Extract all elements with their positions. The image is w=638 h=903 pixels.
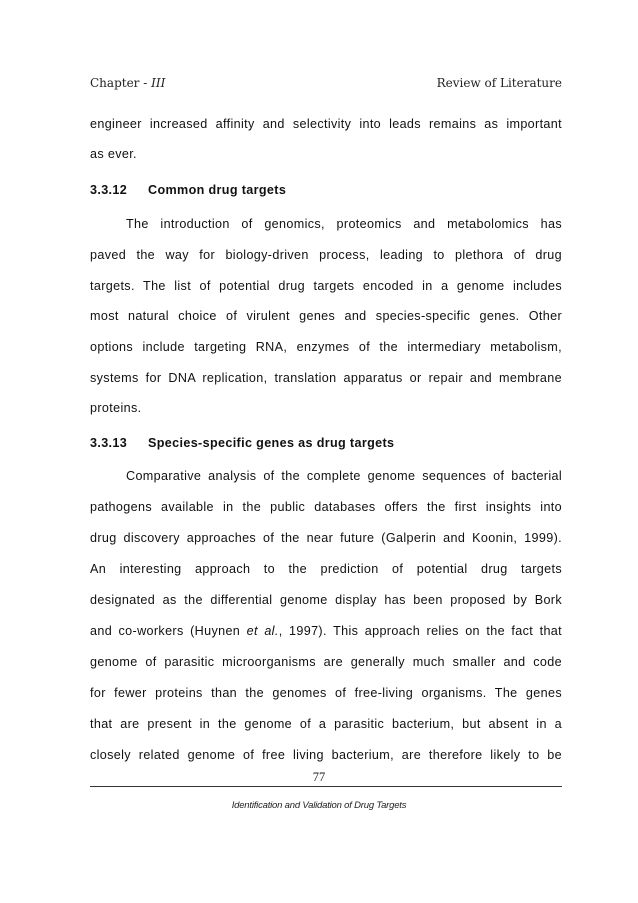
- section-number: 3.3.12: [90, 183, 128, 197]
- text-line: targets. The list of potential drug targets encoded in a genome includes: [90, 279, 562, 293]
- section-heading-3-3-13: [90, 433, 562, 453]
- text-line: systems for DNA replication, translation apparatus or repair and membrane: [90, 371, 562, 385]
- citation-rest: , 1997). This approach relies on the fact that: [278, 624, 563, 638]
- chapter-label: [90, 76, 165, 90]
- section-number: 3.3.13: [90, 436, 128, 450]
- text-line: for fewer proteins than the genomes of free-living organisms. The genes: [90, 686, 562, 700]
- text-line: Comparative analysis of the complete genome sequences of bacterial: [126, 469, 562, 483]
- text-line: paved the way for biology-driven process, leading to plethora of drug: [90, 248, 562, 262]
- text-line: The introduction of genomics, proteomics and metabolomics has: [126, 217, 562, 231]
- text-line: engineer increased affinity and selectivity into leads remains as important: [90, 117, 562, 131]
- text-line: An interesting approach to the prediction of potential drug targets: [90, 562, 562, 576]
- text-line: genome of parasitic microorganisms are generally much smaller and code: [90, 655, 562, 669]
- chapter-number: III: [151, 76, 166, 90]
- text-line: designated as the differential genome display has been proposed by Bork: [90, 593, 562, 607]
- page-number: 77: [312, 770, 326, 784]
- text-line-citation: [90, 621, 562, 641]
- text-line: most natural choice of virulent genes and species-specific genes. Other: [90, 309, 562, 323]
- page-number-wrap: [0, 770, 638, 785]
- section-title-header: Review of Literature: [436, 76, 562, 90]
- footer-rule: [90, 786, 562, 787]
- citation-et-al: et al.: [246, 624, 279, 638]
- citation-lead: and co-workers (Huynen: [90, 624, 247, 638]
- section-heading-3-3-12: [90, 180, 562, 200]
- chapter-prefix: Chapter -: [90, 76, 152, 90]
- text-line: proteins.: [90, 401, 142, 415]
- footer-book-title: Identification and Validation of Drug Targets: [231, 800, 407, 811]
- text-line: drug discovery approaches of the near future (Galperin and Koonin, 1999).: [90, 531, 562, 545]
- text-line: pathogens available in the public databases offers the first insights into: [90, 500, 562, 514]
- text-line: options include targeting RNA, enzymes of the intermediary metabolism,: [90, 340, 562, 354]
- section-title: Species-specific genes as drug targets: [148, 436, 395, 450]
- section-title: Common drug targets: [148, 183, 287, 197]
- text-line: that are present in the genome of a parasitic bacterium, but absent in a: [90, 717, 562, 731]
- text-line: as ever.: [90, 147, 137, 161]
- text-line: closely related genome of free living bacterium, are therefore likely to be: [90, 748, 562, 762]
